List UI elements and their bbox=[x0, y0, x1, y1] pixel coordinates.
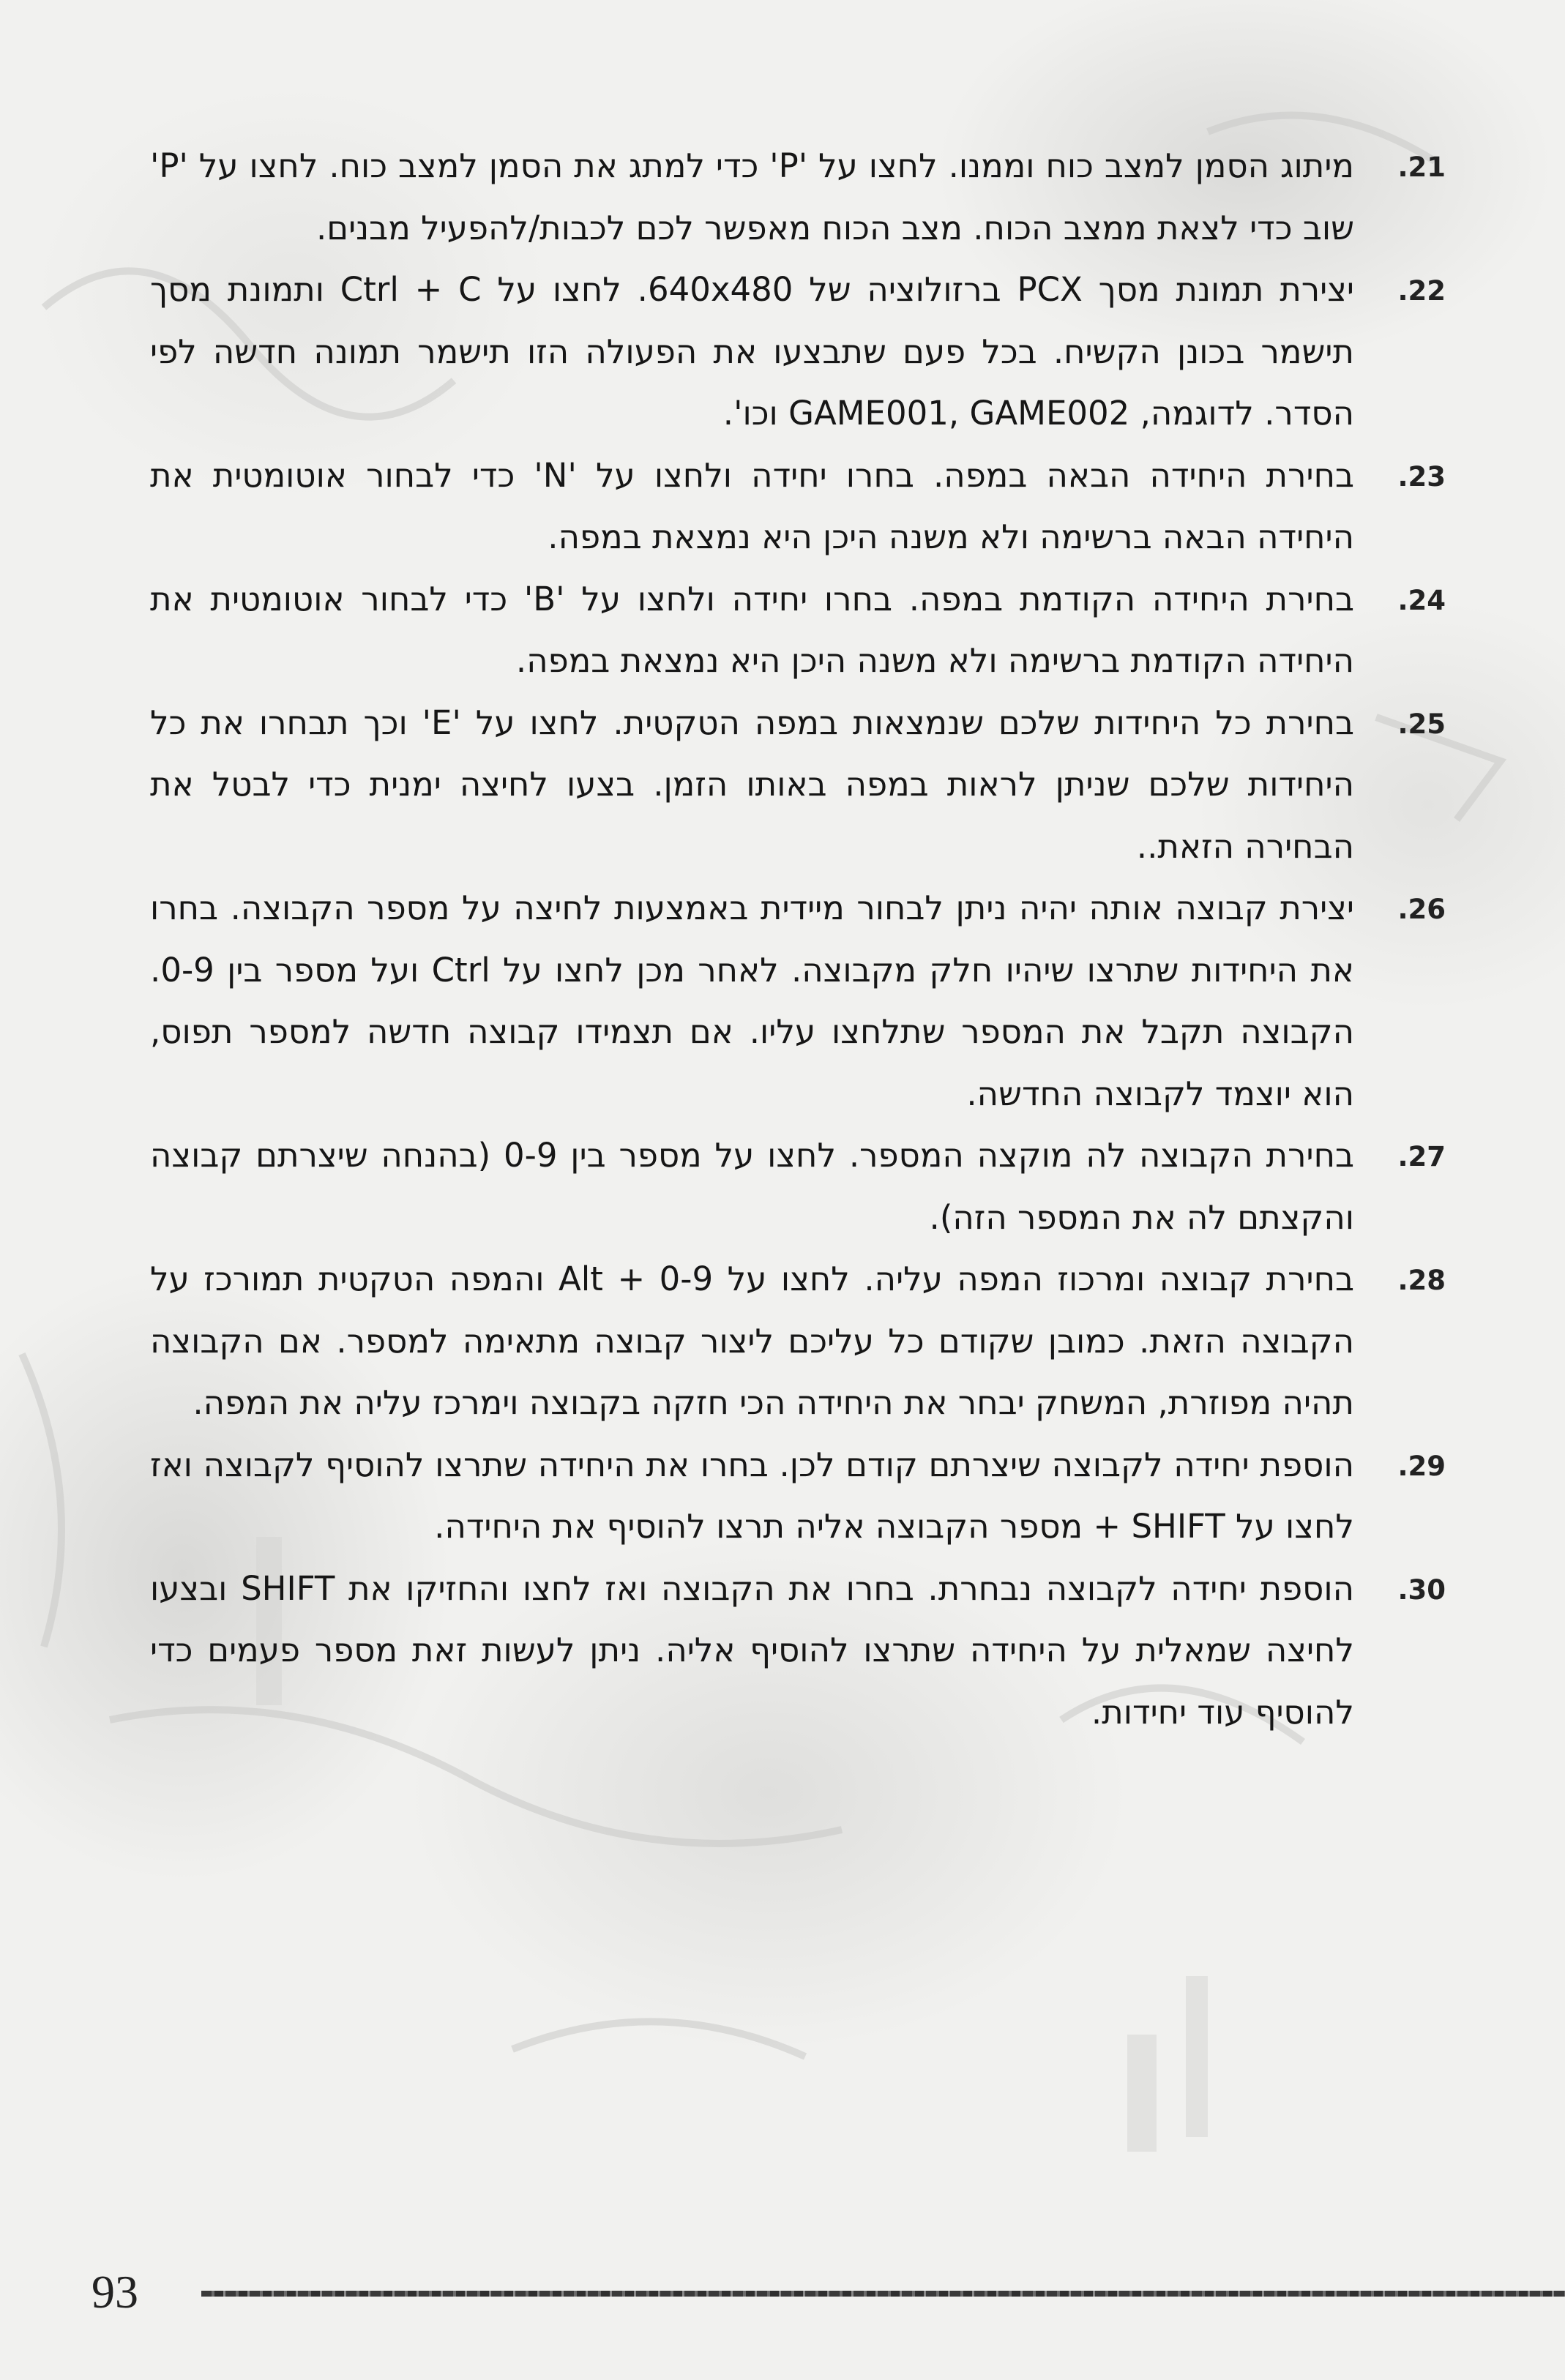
list-item bbox=[150, 135, 1446, 259]
list-item bbox=[150, 1434, 1446, 1558]
item-number: .22 bbox=[1397, 275, 1446, 307]
list-item bbox=[150, 445, 1446, 569]
item-number: .23 bbox=[1397, 460, 1446, 493]
item-text: בחירת כל היחידות שלכם שנמצאות במפה הטקטית. לחצו על 'E' וכך תבחרו את כל היחידות שלכם שניתן לראות במפה באותו הזמן. בצעו לחיצה ימנית כדי לבטל את הבחירה הזאת.. bbox=[150, 703, 1355, 866]
item-number: .24 bbox=[1397, 584, 1446, 616]
item-text: יצירת קבוצה אותה יהיה ניתן לבחור מיידית באמצעות לחיצה על מספר הקבוצה. בחרו את היחידות שתרצו שיהיו חלק מקבוצה. לאחר מכן לחצו על Ctrl ועל מספר בין 0-9. הקבוצה תקבל את המספר שתלחצו עליו. אם תצמידו קבוצה חדשה למספר תפוס, הוא יוצמד לקבוצה החדשה. bbox=[150, 888, 1354, 1113]
item-number: .28 bbox=[1397, 1265, 1446, 1296]
footer-divider bbox=[201, 2291, 1565, 2297]
list-item bbox=[150, 259, 1446, 445]
item-number: .27 bbox=[1397, 1141, 1446, 1172]
item-text: יצירת תמונת מסך PCX ברזולוציה של 640x480. לחצו על Ctrl + C ותמונת מסך תישמר בכונן הקשיח. בכל פעם שתבצעו את הפעולה הזו תישמר תמונה חדשה לפי הסדר. לדוגמה, GAME001, GAME002 וכו'. bbox=[150, 270, 1354, 433]
instruction-list bbox=[150, 135, 1446, 1743]
list-item bbox=[150, 1249, 1446, 1434]
item-text: הוספת יחידה לקבוצה נבחרת. בחרו את הקבוצה ואז לחצו והחזיקו את SHIFT ובצעו לחיצה שמאלית על היחידה שתרצו להוסיף אליה. ניתן לעשות זאת מספר פעמים כדי להוסיף עוד יחידות. bbox=[150, 1568, 1354, 1732]
item-text: בחירת הקבוצה לה מוקצה המספר. לחצו על מספר בין 0-9 (בהנחה שיצרתם קבוצה והקצתם לה את המספר הזה). bbox=[150, 1136, 1354, 1237]
list-item bbox=[150, 692, 1446, 878]
list-item bbox=[150, 569, 1446, 692]
item-text: בחירת קבוצה ומרכוז המפה עליה. לחצו על Alt + 0-9 והמפה הטקטית תמורכז על הקבוצה הזאת. כמובן שקודם כל עליכם ליצור קבוצה מתאימה למספר. אם הקבוצה תהיה מפוזרת, המשחק יבחר את היחידה הכי חזקה בקבוצה וימרכז עליה את המפה. bbox=[150, 1260, 1355, 1422]
item-number: .21 bbox=[1397, 151, 1446, 183]
list-item bbox=[150, 877, 1446, 1125]
item-number: .25 bbox=[1397, 708, 1446, 740]
item-text: בחירת היחידה הבאה במפה. בחרו יחידה ולחצו על 'N' כדי לבחור אוטומטית את היחידה הבאה ברשימה ולא משנה היכן היא נמצאת במפה. bbox=[150, 455, 1354, 556]
list-item bbox=[150, 1125, 1446, 1249]
item-text: הוספת יחידה לקבוצה שיצרתם קודם לכן. בחרו את היחידה שתרצו להוסיף לקבוצה ואז לחצו על SHIFT + מספר הקבוצה אליה תרצו להוסיף את היחידה. bbox=[150, 1445, 1354, 1546]
list-item bbox=[150, 1558, 1446, 1744]
page-number: 93 bbox=[91, 2266, 138, 2318]
item-text: בחירת היחידה הקודמת במפה. בחרו יחידה ולחצו על 'B' כדי לבחור אוטומטית את היחידה הקודמת ברשימה ולא משנה היכן היא נמצאת במפה. bbox=[150, 579, 1354, 680]
item-text: מיתוג הסמן למצב כוח וממנו. לחצו על 'P' כדי למתג את הסמן למצב כוח. לחצו על 'P' שוב כדי לצאת ממצב הכוח. מצב הכוח מאפשר לכם לכבות/להפעיל מבנים. bbox=[150, 146, 1354, 247]
item-number: .29 bbox=[1397, 1450, 1446, 1482]
item-number: .30 bbox=[1397, 1573, 1446, 1606]
item-number: .26 bbox=[1397, 894, 1446, 925]
